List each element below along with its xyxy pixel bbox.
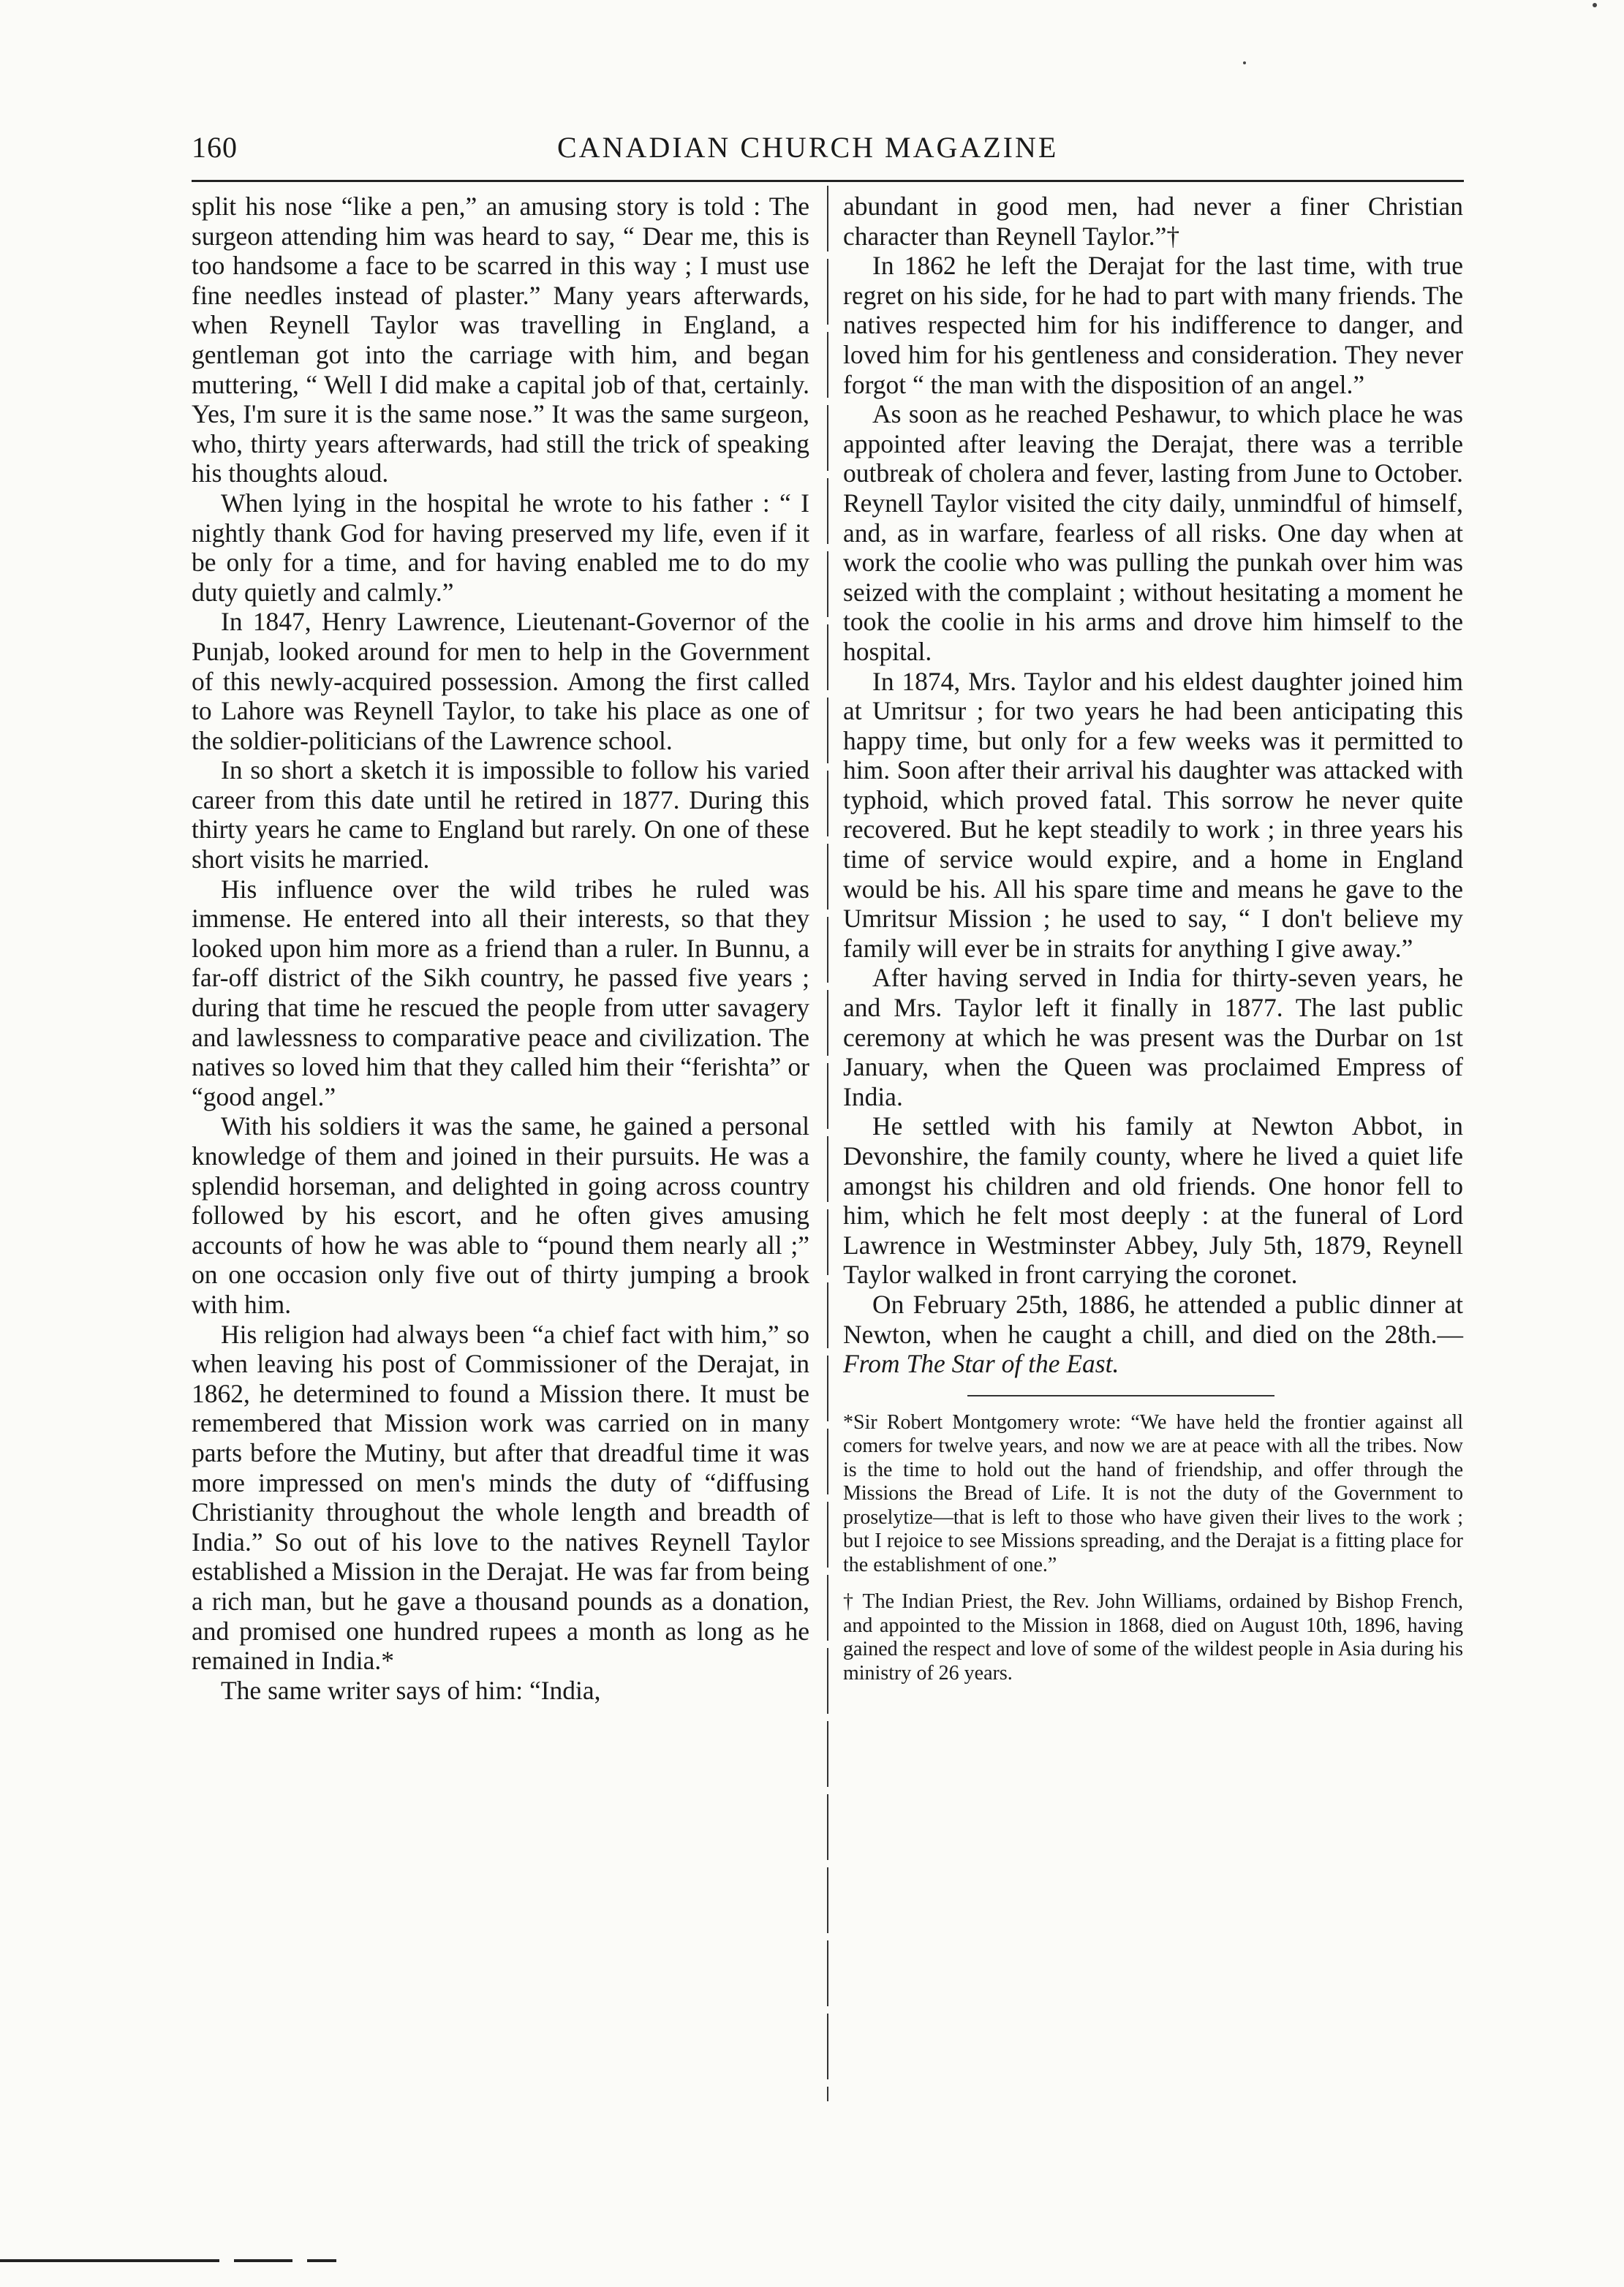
magazine-title: CANADIAN CHURCH MAGAZINE <box>557 131 1059 164</box>
scan-speck <box>1593 3 1597 7</box>
paragraph: In 1862 he left the Derajat for the last time, with true regret on his side, for he had to part with many friends. The natives respected him for his indifference to danger, and loved him for his gentleness and consideration. They never forgot “ the man with the disposition of an angel.” <box>843 251 1463 399</box>
closing-paragraph <box>843 1290 1463 1379</box>
source-credit: From The Star of the East. <box>843 1349 1119 1379</box>
footnote: *Sir Robert Montgomery wrote: “We have held the frontier against all comers for twelve years, and now we are at peace with all the tribes. Now is the time to hold out the hand of friendship, and offer through the Missions the Bread of Life. It is not the duty of the Government to proselytize—that is left to those who have given their lives to the work ; but I rejoice to see Missions spreading, and the Derajat is a fitting place for the establishment of one.” <box>843 1410 1463 1576</box>
page-header <box>192 130 1464 174</box>
paragraph: When lying in the hospital he wrote to his father : “ I nightly thank God for having preserved my life, even if it be only for a time, and for having enabled me to do my duty quietly and calmly.” <box>192 488 809 607</box>
left-column <box>192 192 809 1705</box>
scan-edge-mark <box>0 2259 336 2262</box>
column-divider <box>827 186 828 2101</box>
paragraph: His religion had always been “a chief fact with him,” so when leaving his post of Commissioner of the Derajat, in 1862, he determined to found a Mission there. It must be remembered that Mission work was carried on in many parts before the Mutiny, but after that dreadful time it was more impressed on men's minds the duty of “diffusing Christianity throughout the whole length and breadth of India.” So out of his love to the natives Reynell Taylor established a Mission in the Derajat. He was far from being a rich man, but he gave a thousand pounds as a donation, and promised one hundred rupees a month as long as he remained in India.* <box>192 1319 809 1676</box>
paragraph: In 1847, Henry Lawrence, Lieutenant-Governor of the Punjab, looked around for men to help in the Government of this newly-acquired possession. Among the first called to Lahore was Reynell Taylor, to take his place as one of the soldier-politicians of the Lawrence school. <box>192 607 809 755</box>
paragraph: After having served in India for thirty-seven years, he and Mrs. Taylor left it finally in 1877. The last public ceremony at which he was present was the Durbar on 1st January, when the Queen was proclaimed Empress of India. <box>843 963 1463 1111</box>
header-rule <box>192 180 1464 182</box>
paragraph: His influence over the wild tribes he ruled was immense. He entered into all their interests, so that they looked upon him more as a friend than a ruler. In Bunnu, a far-off district of the Sikh country, he passed five years ; during that time he rescued the people from utter savagery and lawlessness to comparative peace and civilization. The natives so loved him that they called him their “ferishta” or “good angel.” <box>192 874 809 1111</box>
footnote-rule <box>967 1395 1274 1396</box>
page-number: 160 <box>192 131 238 164</box>
closing-text: On February 25th, 1886, he attended a public dinner at Newton, when he caught a chill, and died on the 28th.— <box>843 1289 1463 1349</box>
paragraph: split his nose “like a pen,” an amusing story is told : The surgeon attending him was heard to say, “ Dear me, this is too handsome a face to be scarred in this way ; I must use fine needles instead of plaster.” Many years afterwards, when Reynell Taylor was travelling in England, a gentleman got into the carriage with him, and began muttering, “ Well I did make a capital job of that, certainly. Yes, I'm sure it is the same nose.” It was the same surgeon, who, thirty years afterwards, had still the trick of speaking his thoughts aloud. <box>192 192 809 488</box>
paragraph: In so short a sketch it is impossible to follow his varied career from this date until he retired in 1877. During this thirty years he came to England but rarely. On one of these short visits he married. <box>192 755 809 874</box>
paragraph: abundant in good men, had never a finer Christian character than Reynell Taylor.”† <box>843 192 1463 251</box>
paragraph: As soon as he reached Peshawur, to which place he was appointed after leaving the Derajat, there was a terrible outbreak of cholera and fever, lasting from June to October. Reynell Taylor visited the city daily, unmindful of himself, and, as in warfare, fearless of all risks. One day when at work the coolie who was pulling the punkah over him was seized with the complaint ; without hesitating a moment he took the coolie in his arms and drove him himself to the hospital. <box>843 399 1463 666</box>
paragraph: He settled with his family at Newton Abbot, in Devonshire, the family county, where he lived a quiet life amongst his children and old friends. One honor fell to him, which he felt most deeply : at the funeral of Lord Lawrence in Westminster Abbey, July 5th, 1879, Reynell Taylor walked in front carrying the coronet. <box>843 1111 1463 1290</box>
right-column <box>843 192 1463 1685</box>
paragraph: The same writer says of him: “India, <box>221 1675 601 1705</box>
paragraph: In 1874, Mrs. Taylor and his eldest daughter joined him at Umritsur ; for two years he had been anticipating this happy time, but only for a few weeks was it permitted to him. Soon after their arrival his daughter was attacked with typhoid, which proved fatal. This sorrow he never quite recovered. But he kept steadily to work ; in three years his time of service would expire, and a home in England would be his. All his spare time and means he gave to the Umritsur Mission ; he used to say, “ I don't believe my family will ever be in straits for anything I give away.” <box>843 666 1463 963</box>
footnote: † The Indian Priest, the Rev. John Williams, ordained by Bishop French, and appointed to the Mission in 1868, died on August 10th, 1896, having gained the respect and love of some of the wildest people in Asia during his ministry of 26 years. <box>843 1590 1463 1685</box>
scan-speck <box>1243 61 1246 64</box>
paragraph: With his soldiers it was the same, he gained a personal knowledge of them and joined in their pursuits. He was a splendid horseman, and delighted in going across country followed by his escort, and he often gives amusing accounts of how he was able to “pound them nearly all ;” on one occasion only five out of thirty jumping a brook with him. <box>192 1111 809 1319</box>
